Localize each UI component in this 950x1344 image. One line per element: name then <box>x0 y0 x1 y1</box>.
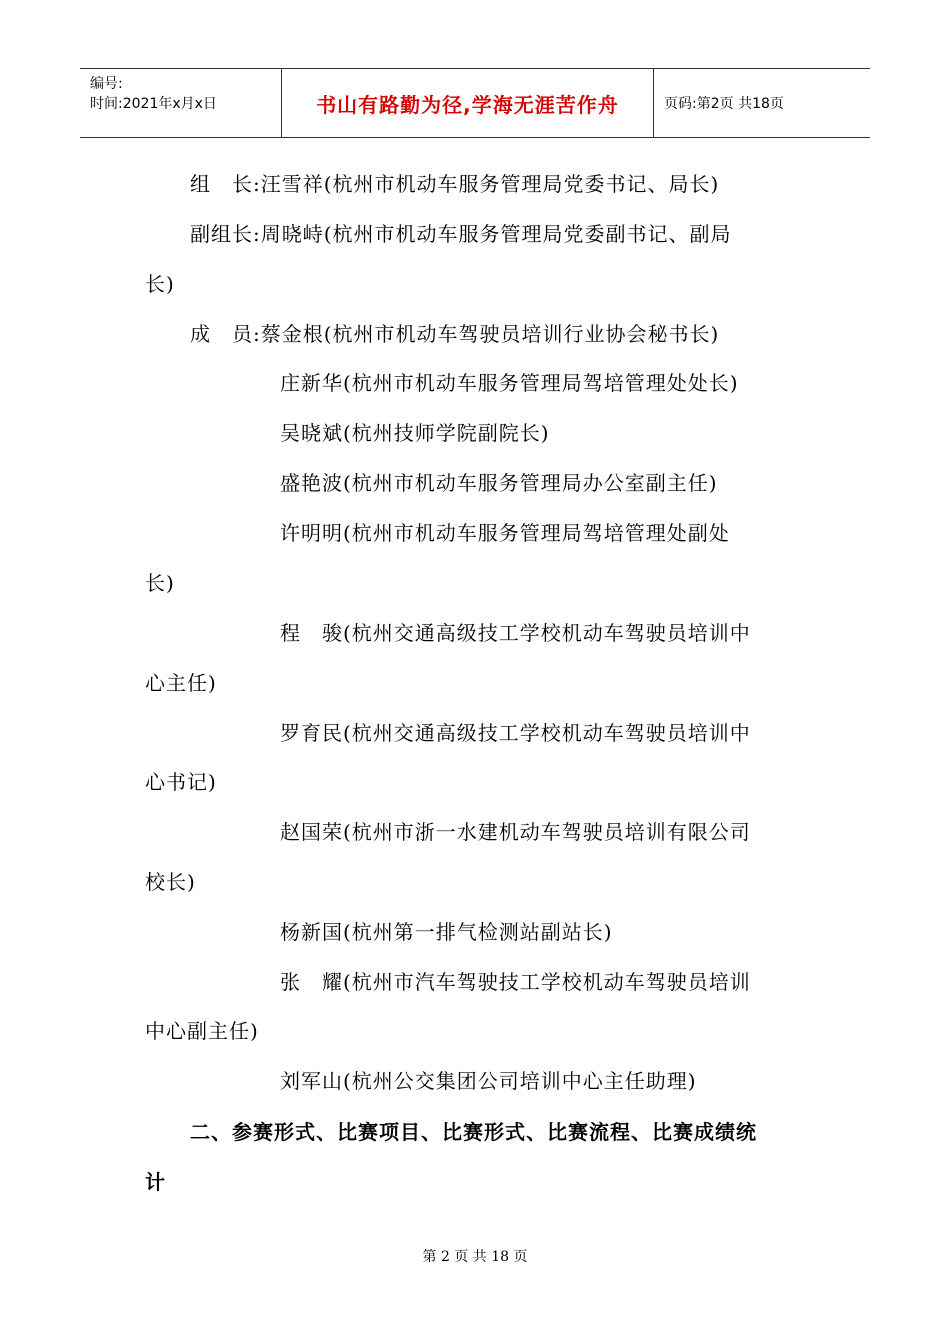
body-line: 杨新国(杭州第一排气检测站副站长) <box>280 920 613 944</box>
body-line: 长) <box>145 571 175 595</box>
body-line: 组 长:汪雪祥(杭州市机动车服务管理局党委书记、局长) <box>190 172 720 196</box>
body-line: 心主任) <box>145 671 217 695</box>
header-middle-cell <box>282 69 654 137</box>
body-line: 校长) <box>145 870 196 894</box>
body-line: 吴晓斌(杭州技师学院副院长) <box>280 421 550 445</box>
header-right-cell <box>654 69 870 137</box>
section-heading-continued: 计 <box>145 1170 166 1194</box>
body-line: 副组长:周晓峙(杭州市机动车服务管理局党委副书记、副局 <box>190 222 732 246</box>
body-line: 长) <box>145 272 175 296</box>
header-left-cell <box>80 69 282 137</box>
body-line: 张 耀(杭州市汽车驾驶技工学校机动车驾驶员培训 <box>280 970 751 994</box>
body-line: 盛艳波(杭州市机动车服务管理局办公室副主任) <box>280 471 718 495</box>
header-page-info: 页码:第2页 共18页 <box>664 96 784 112</box>
document-header <box>80 68 870 138</box>
body-line: 心书记) <box>145 770 217 794</box>
header-motto: 书山有路勤为径,学海无涯苦作舟 <box>316 92 619 117</box>
body-line: 程 骏(杭州交通高级技工学校机动车驾驶员培训中 <box>280 621 751 645</box>
body-line: 罗育民(杭州交通高级技工学校机动车驾驶员培训中 <box>280 721 751 745</box>
body-line: 成 员:蔡金根(杭州市机动车驾驶员培训行业协会秘书长) <box>190 322 720 346</box>
body-line: 赵国荣(杭州市浙一水建机动车驾驶员培训有限公司 <box>280 820 751 844</box>
body-line: 刘军山(杭州公交集团公司培训中心主任助理) <box>280 1069 697 1093</box>
page-footer: 第 2 页 共 18 页 <box>422 1249 528 1265</box>
section-heading: 二、参赛形式、比赛项目、比赛形式、比赛流程、比赛成绩统 <box>190 1120 757 1144</box>
body-line: 庄新华(杭州市机动车服务管理局驾培管理处处长) <box>280 371 739 395</box>
time-label: 时间:2021年x月x日 <box>90 96 217 112</box>
number-label: 编号: <box>90 76 123 92</box>
body-line: 许明明(杭州市机动车服务管理局驾培管理处副处 <box>280 521 730 545</box>
body-line: 中心副主任) <box>145 1019 259 1043</box>
